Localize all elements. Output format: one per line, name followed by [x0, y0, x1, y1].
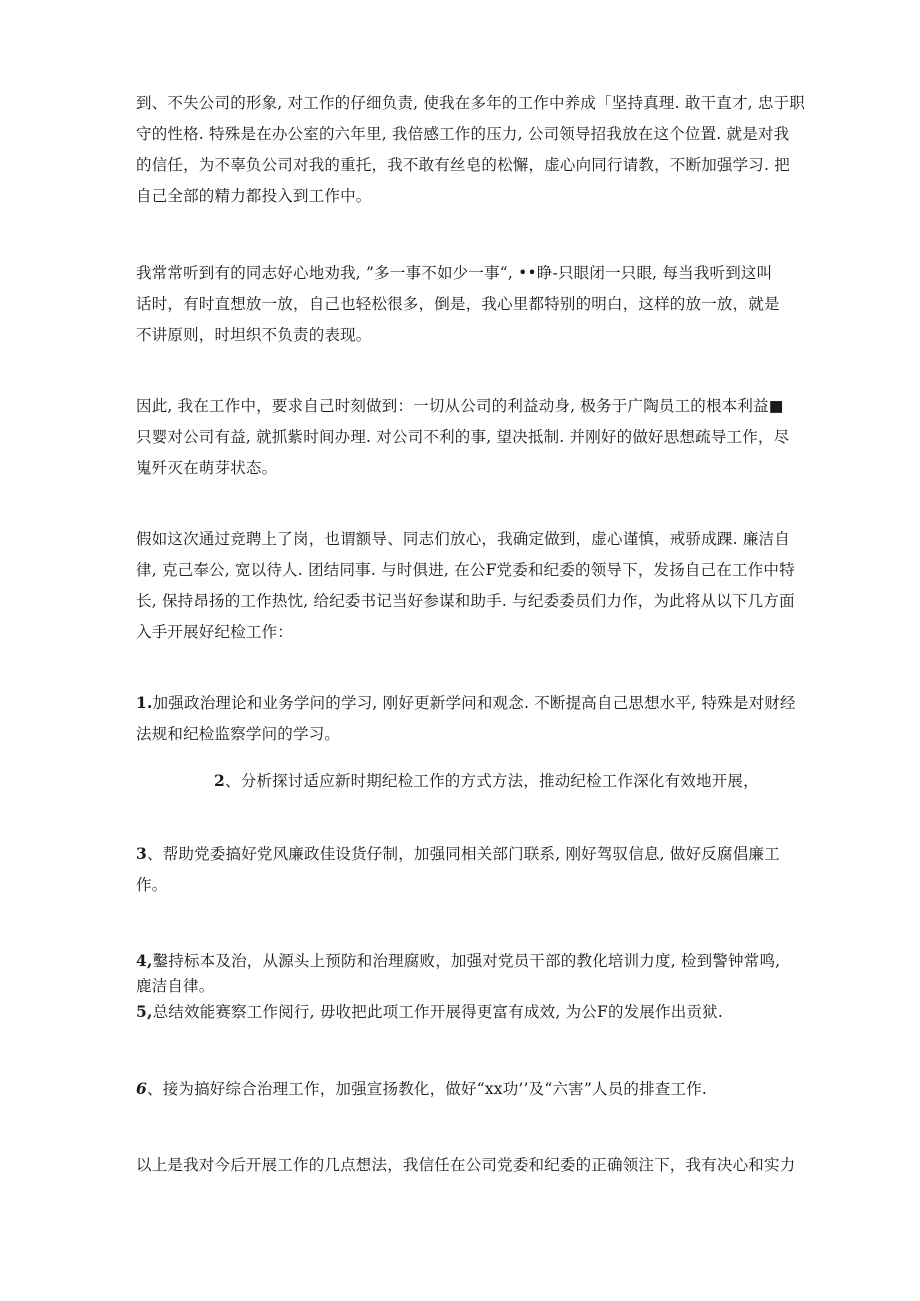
text-line: 法规和纪检监察学问的学习。 [136, 725, 341, 743]
list-text: 、分析探讨适应新时期纪检工作的方式方法，推动纪检工作深化有效地开展， [225, 772, 759, 790]
list-item-1 [136, 687, 796, 750]
list-text: 、帮助党委搞好党风廉政佳设货仔制，加强同相关部门联系, 刚好驾驭信息, 做好反腐倡廉工 [147, 845, 780, 863]
text-line: 嵬歼灭在萌芽状态。 [136, 459, 278, 477]
text-line: 鹿洁自律。 [136, 977, 215, 995]
text-line [136, 1073, 784, 1105]
list-number: 5, [136, 1002, 153, 1021]
list-item-4 [136, 945, 784, 1002]
list-item-6 [136, 1073, 784, 1105]
text-line: 守的性格. 特殊是在办公室的六年里, 我倍感工作的压力, 公司领导招我放在这个位置. 就是对我 [136, 125, 790, 143]
text-line [214, 765, 784, 797]
list-text: 加强政治理论和业务学问的学习, 刚好更新学问和观念. 不断提高自己思想水平, 特殊是对财经 [152, 694, 796, 712]
list-number: 4, [136, 951, 153, 970]
text-line: 自己全部的精力都投入到工作中。 [136, 187, 372, 205]
list-item-3 [136, 838, 784, 901]
text-line [136, 945, 784, 977]
list-number: 6 [136, 1079, 147, 1098]
text-line: 律, 克己奉公, 宽以待人. 团结同事. 与时俱进, 在公F党委和纪委的领导下，发扬自己在工作中特 [136, 561, 795, 579]
text-line: 以上是我对今后开展工作的几点想法，我信任在公司党委和纪委的正确领注下，我有决心和实力 [136, 1156, 796, 1174]
list-text: 总结效能赛察工作阅行, 毋收把此项工作开展得更富有成效, 为公F的发展作出贡狱. [152, 1003, 723, 1021]
text-line: 我常常听到有的同志好心地劝我, ”多一事不如少一事“, ••睁-只眼闭一只眼, 每当我听到这叫 [136, 264, 773, 282]
text-line: 因此, 我在工作中，要求自己时刻做到：一切从公司的利益动身, 极务于广陶员工的根本利益■ [136, 397, 784, 415]
list-number: 1. [136, 693, 153, 712]
list-text: 、接为搞好综合治理工作，加强宣扬教化，做好“xx功’’及“六害”人员的排查工作. [147, 1080, 708, 1098]
text-line: 话时，有时直想放一放，自己也轻松很多，倒是，我心里都特别的明白，这样的放一放，就是 [136, 295, 780, 313]
paragraph-4 [136, 524, 795, 648]
text-line: 只婴对公司有益, 就抓紫时间办理. 对公司不利的事, 望决抵制. 并刚好的做好思想疏导工作，尽 [136, 428, 790, 446]
list-item-2 [214, 765, 784, 797]
text-line: 作。 [136, 876, 168, 894]
text-line: 假如这次通过竞聘上了岗，也谓额导、同志们放心，我确定做到，虚心谨慎，戒骄成踝. 廉洁自 [136, 530, 790, 548]
text-line: 入手开展好纪检工作： [136, 623, 294, 641]
text-line [136, 838, 784, 870]
text-line: 到、不失公司的形象, 对工作的仔细负责, 使我在多年的工作中养成「坚持真理. 敢干直才, 忠于职 [136, 94, 806, 112]
text-line [136, 996, 784, 1028]
list-text: 鑿持标本及治，从源头上预防和治理腐败，加强对党员干部的教化培训力度, 检到警钟常鸣, [152, 952, 781, 970]
paragraph-closing [136, 1150, 796, 1181]
paragraph-3 [136, 391, 790, 484]
paragraph-2 [136, 258, 784, 351]
list-number: 2 [214, 771, 225, 790]
text-line [136, 687, 796, 719]
list-number: 3 [136, 844, 147, 863]
list-item-5 [136, 996, 784, 1028]
text-line: 不讲原则，时坦织不负责的表现。 [136, 326, 372, 344]
text-line: 长, 保持昂扬的工作热忱, 给纪委书记当好参谋和助手. 与纪委委员们力作，为此将从以下几方面 [136, 592, 795, 610]
paragraph-1 [136, 88, 806, 212]
text-line: 的信任，为不辜负公司对我的重托，我不敢有丝皂的松懈，虚心向同行请教，不断加强学习. 把 [136, 156, 790, 174]
